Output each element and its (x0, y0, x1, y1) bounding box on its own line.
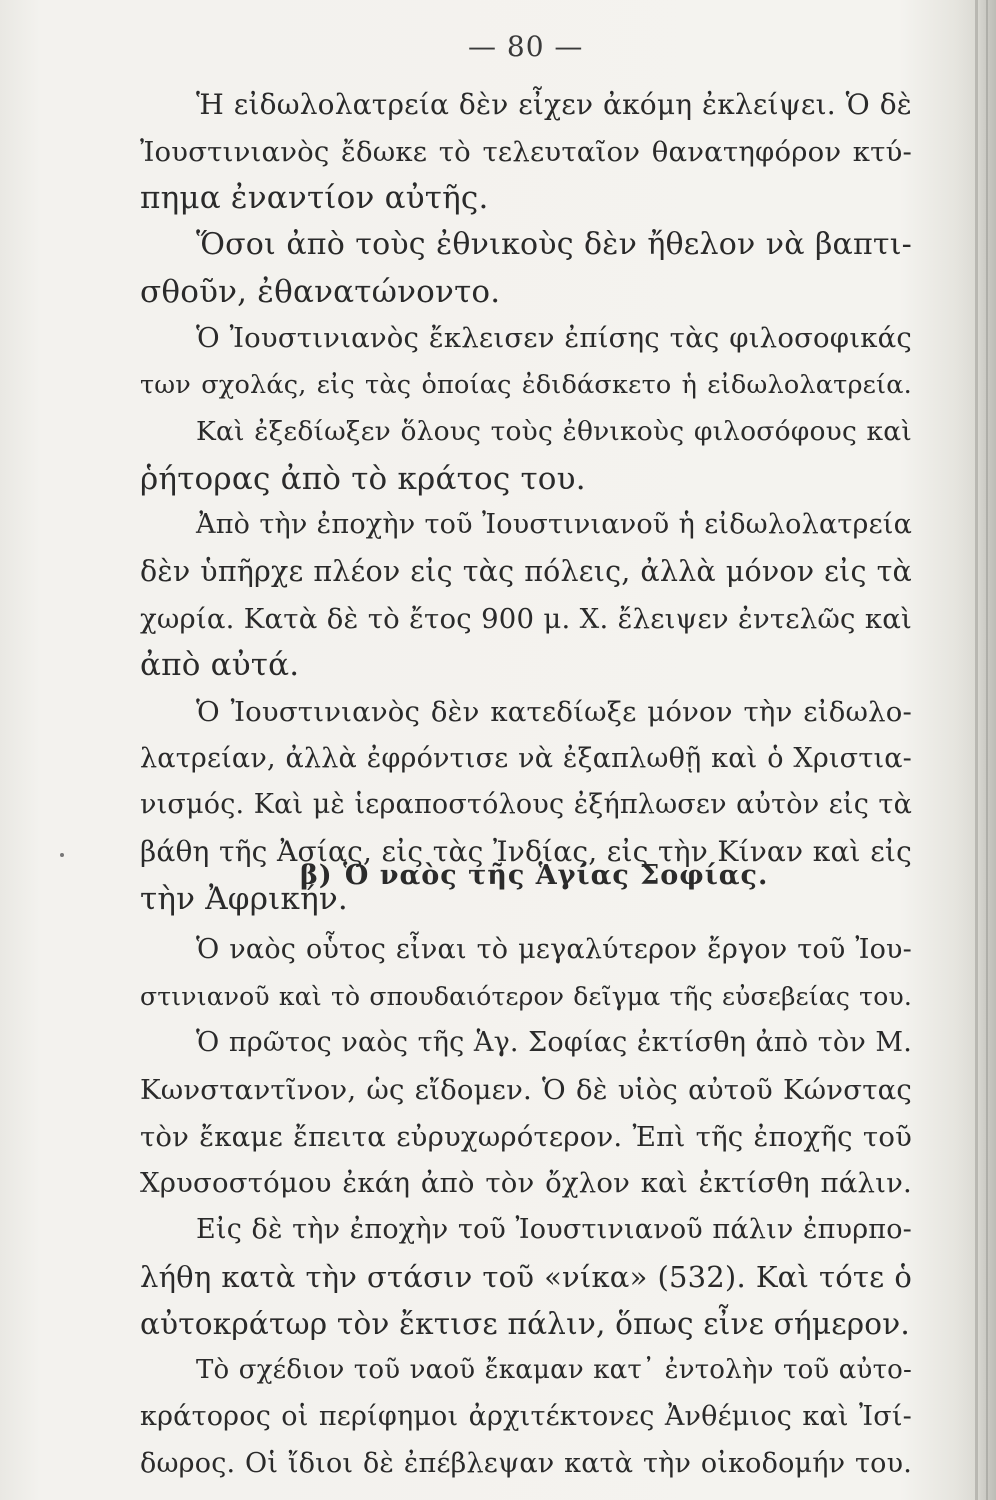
text-line: λήθη κατὰ τὴν στάσιν τοῦ «νίκα» (532). Καὶ τότε ὁ (140, 1259, 912, 1294)
text-line: βάθη τῆς Ἀσίας, εἰς τὰς Ἰνδίας, εἰς τὴν Κίναν καὶ εἰς (140, 835, 912, 868)
section-2-text (140, 927, 912, 1487)
text-line: πημα ἐναντίον αὐτῆς. (140, 180, 489, 217)
text-line: λατρείαν, ἀλλὰ ἐφρόντισε νὰ ἐξαπλωθῇ καὶ ὁ Χριστια- (140, 742, 912, 774)
text-line: Ἡ εἰδωλολατρεία δὲν εἶχεν ἀκόμη ἐκλείψει. Ὁ δὲ (196, 88, 912, 121)
text-line: Τὸ σχέδιον τοῦ ναοῦ ἔκαμαν κατ᾿ ἐντολὴν τοῦ αὐτο- (196, 1355, 912, 1386)
text-line: δωρος. Οἱ ἴδιοι δὲ ἐπέβλεψαν κατὰ τὴν οἰκοδομήν του. (140, 1447, 912, 1479)
text-line: Ὁ Ἰουστινιανὸς ἔκλεισεν ἐπίσης τὰς φιλοσοφικάς (196, 322, 912, 355)
section-heading-block (140, 853, 912, 899)
text-line: Ἰουστινιανὸς ἔδωκε τὸ τελευταῖον θανατηφόρον κτύ- (140, 135, 912, 168)
text-line: αὐτοκράτωρ τὸν ἔκτισε πάλιν, ὅπως εἶνε σήμερον. (140, 1306, 910, 1341)
text-line: Ὁ πρῶτος ναὸς τῆς Ἁγ. Σοφίας ἐκτίσθη ἀπὸ τὸν Μ. (196, 1027, 912, 1059)
text-line: σθοῦν, ἐθανατώνοντο. (140, 273, 501, 310)
text-line: χωρία. Κατὰ δὲ τὸ ἔτος 900 μ. Χ. ἔλειψεν ἐντελῶς καὶ (140, 602, 912, 635)
text-line: Καὶ ἐξεδίωξεν ὅλους τοὺς ἐθνικοὺς φιλοσόφους καὶ (196, 415, 912, 447)
text-line: Χρυσοστόμου ἐκάη ἀπὸ τὸν ὄχλον καὶ ἐκτίσθη πάλιν. (140, 1167, 912, 1200)
text-line: των σχολάς, εἰς τὰς ὁποίας ἐδιδάσκετο ἡ εἰδωλολατρεία. (140, 370, 912, 401)
page-binding-edge (975, 0, 978, 1500)
text-line: τὴν Ἀφρικήν. (140, 880, 348, 917)
text-line: Κωνσταντῖνον, ὡς εἴδομεν. Ὁ δὲ υἱὸς αὐτοῦ Κώνστας (140, 1074, 912, 1107)
text-line: Εἰς δὲ τὴν ἐποχὴν τοῦ Ἰουστινιανοῦ πάλιν ἐπυρπο- (196, 1214, 912, 1246)
section-heading: β) Ὁ ναὸς τῆς Ἁγίας Σοφίας. (300, 860, 769, 891)
text-line: ῥήτορας ἀπὸ τὸ κράτος του. (140, 460, 586, 497)
text-line: κράτορος οἱ περίφημοι ἀρχιτέκτονες Ἀνθέμιος καὶ Ἰσί- (140, 1400, 912, 1432)
page-outer-edge (986, 0, 988, 1500)
text-line: στινιανοῦ καὶ τὸ σπουδαιότερον δεῖγμα τῆς εὐσεβείας του. (140, 981, 912, 1011)
text-line: ἀπὸ αὐτά. (140, 647, 300, 684)
text-line: Ὅσοι ἀπὸ τοὺς ἐθνικοὺς δὲν ἤθελον νὰ βαπτι- (196, 227, 912, 263)
ink-speck (60, 853, 64, 857)
text-line: Ἀπὸ τὴν ἐποχὴν τοῦ Ἰουστινιανοῦ ἡ εἰδωλολατρεία (196, 509, 912, 541)
page-number: — 80 — (468, 30, 584, 63)
text-line: δὲν ὑπῆρχε πλέον εἰς τὰς πόλεις, ἀλλὰ μόνον εἰς τὰ (140, 554, 912, 588)
section-1-text (140, 82, 912, 922)
text-line: Ὁ ναὸς οὗτος εἶναι τὸ μεγαλύτερον ἔργον τοῦ Ἰου- (196, 934, 912, 965)
text-line: Ὁ Ἰουστινιανὸς δὲν κατεδίωξε μόνον τὴν εἰδωλο- (196, 695, 912, 728)
text-line: τὸν ἔκαμε ἔπειτα εὐρυχωρότερον. Ἐπὶ τῆς ἐποχῆς τοῦ (140, 1120, 912, 1153)
text-line: νισμός. Καὶ μὲ ἱεραποστόλους ἐξήπλωσεν αὐτὸν εἰς τὰ (140, 789, 912, 821)
